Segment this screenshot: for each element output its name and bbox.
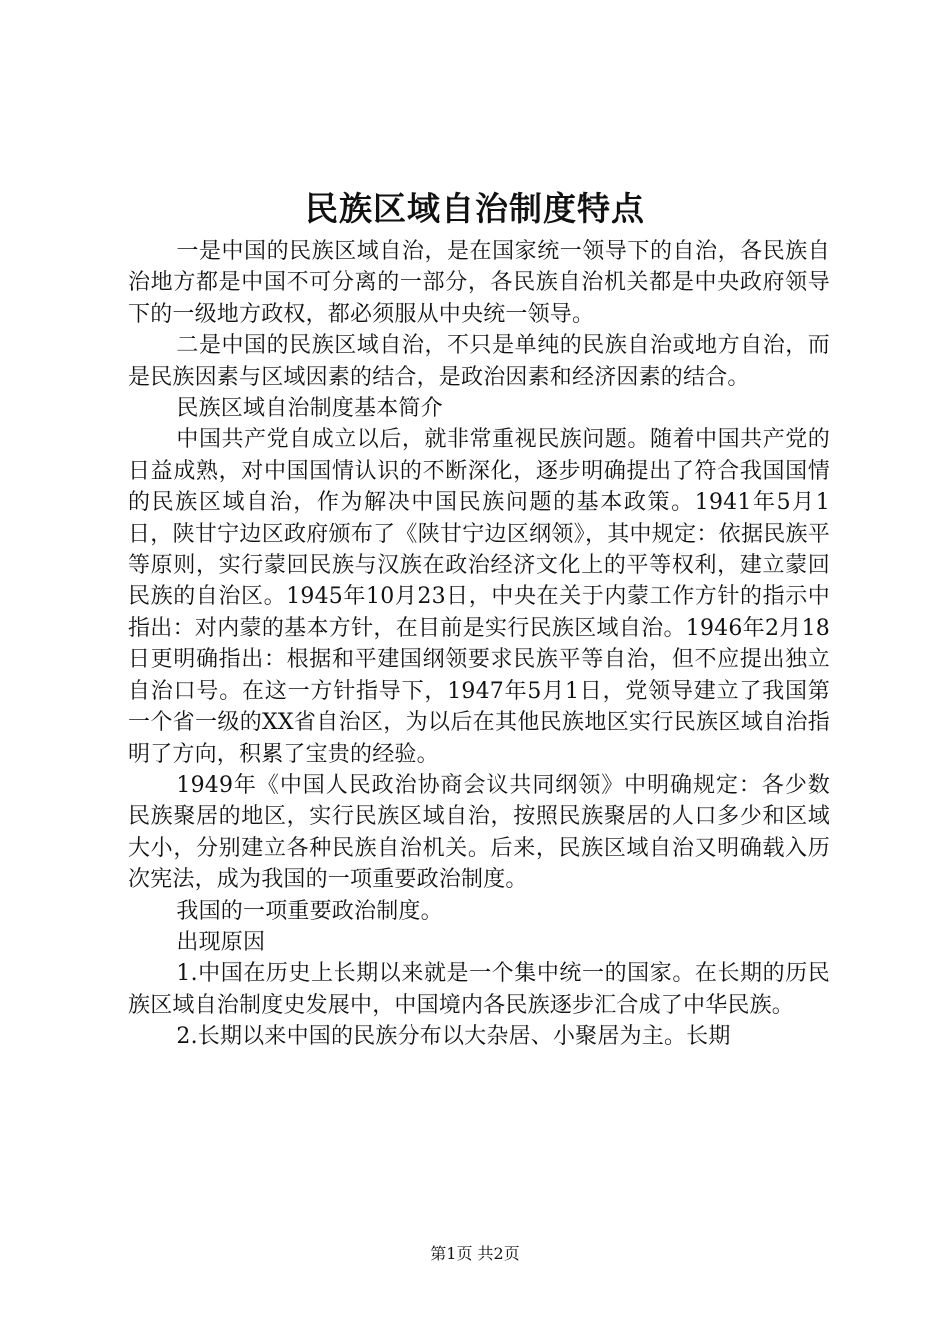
paragraph: 1949年《中国人民政治协商会议共同纲领》中明确规定：各少数民族聚居的地区，实行民族区域自治，按照民族聚居的人口多少和区域大小，分别建立各种民族自治机关。后来，民族区域自治又明确载入历次宪法，成为我国的一项重要政治制度。 bbox=[128, 772, 830, 893]
document-title: 民族区域自治制度特点 bbox=[305, 189, 645, 228]
document-body bbox=[128, 236, 830, 1053]
section-heading: 出现原因 bbox=[176, 929, 266, 955]
list-item: 2.长期以来中国的民族分布以大杂居、小聚居为主。长期 bbox=[176, 1024, 731, 1050]
list-item: 1.中国在历史上长期以来就是一个集中统一的国家。在长期的历民族区域自治制度史发展中，中国境内各民族逐步汇合成了中华民族。 bbox=[128, 961, 830, 1018]
paragraph: 中国共产党自成立以后，就非常重视民族问题。随着中国共产党的日益成熟，对中国国情认识的不断深化，逐步明确提出了符合我国国情的民族区域自治，作为解决中国民族问题的基本政策。1941年5月1日，陕甘宁边区政府颁布了《陕甘宁边区纲领》，其中规定：依据民族平等原则，实行蒙回民族与汉族在政治经济文化上的平等权利，建立蒙回民族的自治区。1945年10月23日，中央在关于内蒙工作方针的指示中指出：对内蒙的基本方针，在目前是实行民族区域自治。1946年2月18日更明确指出：根据和平建国纲领要求民族平等自治，但不应提出独立自治口号。在这一方针指导下，1947年5月1日，党领导建立了我国第一个省一级的XX省自治区，为以后在其他民族地区实行民族区域自治指明了方向，积累了宝贵的经验。 bbox=[128, 427, 830, 767]
section-heading: 民族区域自治制度基本简介 bbox=[176, 396, 443, 422]
paragraph: 我国的一项重要政治制度。 bbox=[176, 898, 443, 924]
paragraph: 二是中国的民族区域自治，不只是单纯的民族自治或地方自治，而是民族因素与区域因素的结合，是政治因素和经济因素的结合。 bbox=[128, 333, 830, 390]
paragraph: 一是中国的民族区域自治，是在国家统一领导下的自治，各民族自治地方都是中国不可分离的一部分，各民族自治机关都是中央政府领导下的一级地方政权，都必须服从中央统一领导。 bbox=[128, 239, 830, 327]
page-footer: 第1页 共2页 bbox=[430, 1244, 520, 1263]
